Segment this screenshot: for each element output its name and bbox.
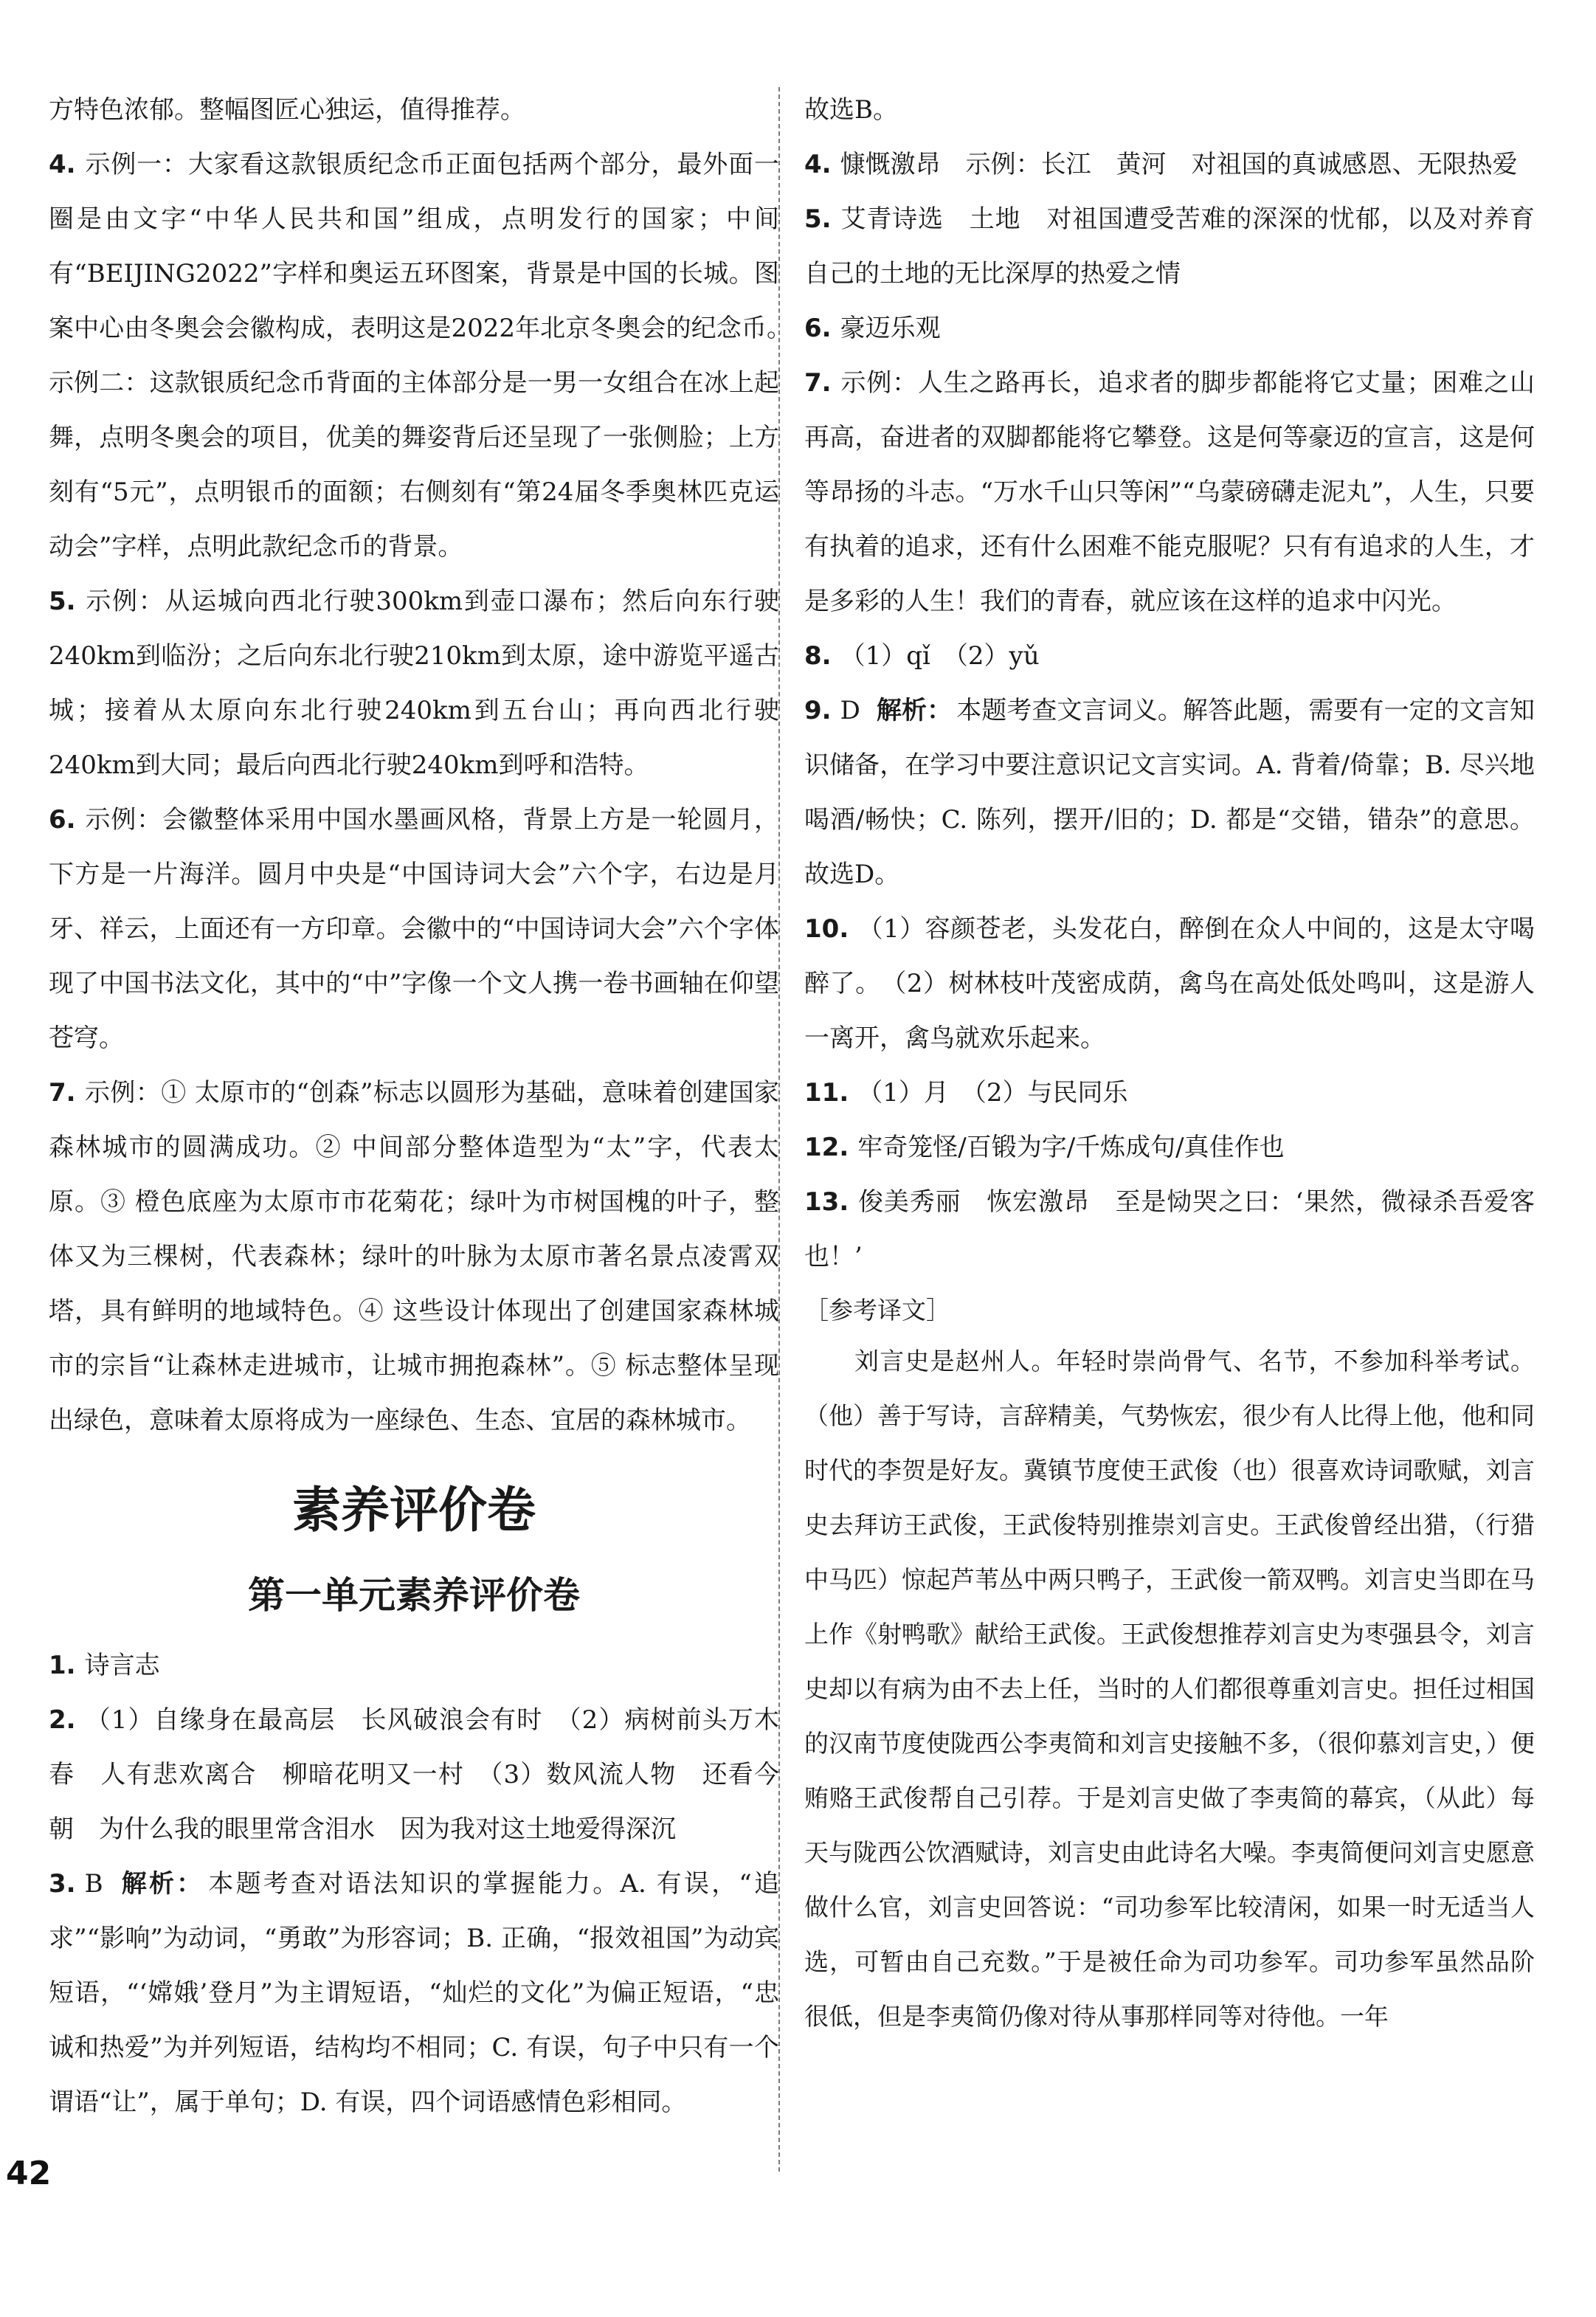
- item-text: 示例：会徽整体采用中国水墨画风格，背景上方是一轮圆月，下方是一片海洋。圆月中央是“中国诗词大会”六个字，右边是月牙、祥云，上面还有一方印章。会徽中的“中国诗词大会”六个字体现了中国书法文化，其中的“中”字像一个文人携一卷书画轴在仰望苍穹。: [49, 805, 779, 1053]
- unit-title: 第一单元素养评价卷: [248, 1574, 580, 1617]
- translation-text: 刘言史是赵州人。年轻时崇尚骨气、名节，不参加科举考试。（他）善于写诗，言辞精美，气势恢宏，很少有人比得上他，他和同时代的李贺是好友。冀镇节度使王武俊（也）很喜欢诗词歌赋，刘言史去拜访王武俊，王武俊特别推崇刘言史。王武俊曾经出猎，（行猎中马匹）惊起芦苇丛中两只鸭子，王武俊一箭双鸭。刘言史当即在马上作《射鸭歌》献给王武俊。王武俊想推荐刘言史为枣强县令，刘言史却以有病为由不去上任，当时的人们都很尊重刘言史。担任过相国的汉南节度使陇西公李夷简和刘言史接触不多，（很仰慕刘言史，）便贿赂王武俊帮自己引荐。于是刘言史做了李夷简的幕宾，（从此）每天与陇西公饮酒赋诗，刘言史由此诗名大噪。李夷简便问刘言史愿意做什么官，刘言史回答说：“司功参军比较清闲，如果一时无适当人选，可暂由自己充数。”于是被任命为司功参军。司功参军虽然品阶很低，但是李夷简仍像对待从事那样同等对待他。一年: [804, 1347, 1535, 2031]
- answer-item: [49, 793, 779, 1066]
- item-text: （1）qǐ （2）yǔ: [840, 641, 1040, 671]
- item-answer: B: [84, 1869, 103, 1899]
- analysis-label: 解析：: [119, 1869, 204, 1899]
- answer-item: [804, 356, 1535, 629]
- item-text: 俊美秀丽 恢宏激昂 至是恸哭之曰：‘果然，微禄杀吾爱客也！’: [804, 1187, 1535, 1271]
- answer-item: [804, 1066, 1535, 1120]
- column-divider: [778, 87, 780, 2172]
- item-number: 8.: [804, 641, 832, 671]
- answer-item: [804, 192, 1535, 301]
- item-answer: D: [840, 696, 860, 725]
- answer-item: [804, 301, 1535, 356]
- item-text: 示例一：大家看这款银质纪念币正面包括两个部分，最外面一圈是由文字“中华人民共和国”组成，点明发行的国家；中间有“BEIJING2022”字样和奥运五环图案，背景是中国的长城。图案中心由冬奥会会徽构成，表明这是2022年北京冬奥会的纪念币。 示例二：这款银质纪念币背面的主体部分是一男一女组合在冰上起舞，点明冬奥会的项目，优美的舞姿背后还呈现了一张侧脸；上方刻有“5元”，点明银币的面额；右侧刻有“第24届冬季奥林匹克运动会”字样，点明此款纪念币的背景。: [49, 150, 804, 562]
- item-text: 示例：人生之路再长，追求者的脚步都能将它丈量；困难之山再高，奋进者的双脚都能将它攀登。这是何等豪迈的宣言，这是何等昂扬的斗志。“万水千山只等闲”“乌蒙磅礴走泥丸”，人生，只要有执着的追求，还有什么困难不能克服呢？只有有追求的人生，才是多彩的人生！我们的青春，就应该在这样的追求中闪光。: [804, 368, 1535, 616]
- item-text: 艾青诗选 土地 对祖国遭受苦难的深深的忧郁，以及对养育自己的土地的无比深厚的热爱之情: [804, 204, 1535, 289]
- right-column: [804, 83, 1535, 2044]
- item-text: 豪迈乐观: [840, 314, 941, 343]
- item-text: 牢奇笼怪/百锻为字/千炼成句/真佳作也: [857, 1133, 1285, 1162]
- item-text: 示例：① 太原市的“创森”标志以圆形为基础，意味着创建国家森林城市的圆满成功。② 中间部分整体造型为“太”字，代表太原。③ 橙色底座为太原市市花菊花；绿叶为市树国槐的叶子，整体又为三棵树，代表森林；绿叶的叶脉为太原市著名景点凌霄双塔，具有鲜明的地域特色。④ 这些设计体现出了创建国家森林城市的宗旨“让森林走进城市，让城市拥抱森林”。⑤ 标志整体呈现出绿色，意味着太原将成为一座绿色、生态、宜居的森林城市。: [49, 1078, 779, 1435]
- item-number: 10.: [804, 914, 849, 944]
- item-number: 13.: [804, 1187, 849, 1217]
- answer-item: [804, 1175, 1535, 1284]
- item-number: 2.: [49, 1705, 76, 1735]
- item-text: （1）月 （2）与民同乐: [857, 1078, 1128, 1108]
- item-text: 本题考查对语法知识的掌握能力。A. 有误，“追求”“影响”为动词，“勇敢”为形容词；B. 正确，“报效祖国”为动宾短语，“‘嫦娥’登月”为主谓短语，“灿烂的文化”为偏正短语，“忠诚和热爱”为并列短语，结构均不相同；C. 有误，句子中只有一个谓语“让”，属于单句；D. 有误，四个词语感情色彩相同。: [49, 1869, 779, 2117]
- item-text: 慷慨激昂 示例：长江 黄河 对祖国的真诚感恩、无限热爱: [840, 150, 1518, 179]
- item-number: 1.: [49, 1651, 76, 1680]
- item-number: 12.: [804, 1133, 849, 1162]
- page-number: 42: [0, 2149, 68, 2199]
- item-number: 7.: [49, 1078, 76, 1108]
- answer-item: [49, 1857, 779, 2130]
- section-title: 素养评价卷: [292, 1482, 536, 1539]
- answer-item: [49, 1638, 779, 1693]
- item-number: 9.: [804, 696, 832, 725]
- item-number: 3.: [49, 1869, 76, 1899]
- left-column: [49, 83, 804, 2130]
- item-text: 本题考查文言词义。解答此题，需要有一定的文言知识储备，在学习中要注意识记文言实词。A. 背着/倚靠；B. 尽兴地喝酒/畅快；C. 陈列，摆开/旧的；D. 都是“交错，错杂”的意思。故选D。: [804, 696, 1535, 889]
- item-number: 6.: [49, 805, 76, 835]
- item-text: 示例：从运城向西北行驶300km到壶口瀑布；然后向东行驶240km到临汾；之后向东北行驶210km到太原，途中游览平遥古城；接着从太原向东北行驶240km到五台山；再向西北行驶240km到大同；最后向西北行驶240km到呼和浩特。: [49, 587, 779, 780]
- item-number: 5.: [49, 587, 76, 616]
- answer-item: [804, 683, 1535, 902]
- answer-item: [49, 1693, 779, 1857]
- item-number: 4.: [49, 150, 76, 179]
- answer-item: [49, 574, 779, 793]
- answer-item: [49, 1066, 779, 1448]
- item-text: 诗言志: [84, 1651, 160, 1680]
- answer-item: [804, 629, 1535, 683]
- right-intro: 故选B。: [804, 95, 898, 125]
- answer-item: [804, 137, 1535, 192]
- item-number: 4.: [804, 150, 832, 179]
- answer-item: [804, 902, 1535, 1066]
- item-number: 5.: [804, 204, 832, 234]
- item-number: 11.: [804, 1078, 849, 1108]
- analysis-label: 解析：: [876, 696, 953, 725]
- item-text: （1）自缘身在最高层 长风破浪会有时 （2）病树前头万木春 人有悲欢离合 柳暗花明又一村 （3）数风流人物 还看今朝 为什么我的眼里常含泪水 因为我对这土地爱得深沉: [49, 1705, 779, 1844]
- item-number: 7.: [804, 368, 832, 398]
- left-intro: 方特色浓郁。整幅图匠心独运，值得推荐。: [49, 95, 525, 125]
- item-text: （1）容颜苍老，头发花白，醉倒在众人中间的，这是太守喝醉了。 （2）树林枝叶茂密成荫，禽鸟在高处低处鸣叫，这是游人一离开，禽鸟就欢乐起来。: [804, 914, 1535, 1053]
- item-number: 6.: [804, 314, 832, 343]
- translation-label: ［参考译文］: [804, 1296, 950, 1325]
- answer-item: [804, 1120, 1535, 1175]
- answer-item: [49, 137, 804, 574]
